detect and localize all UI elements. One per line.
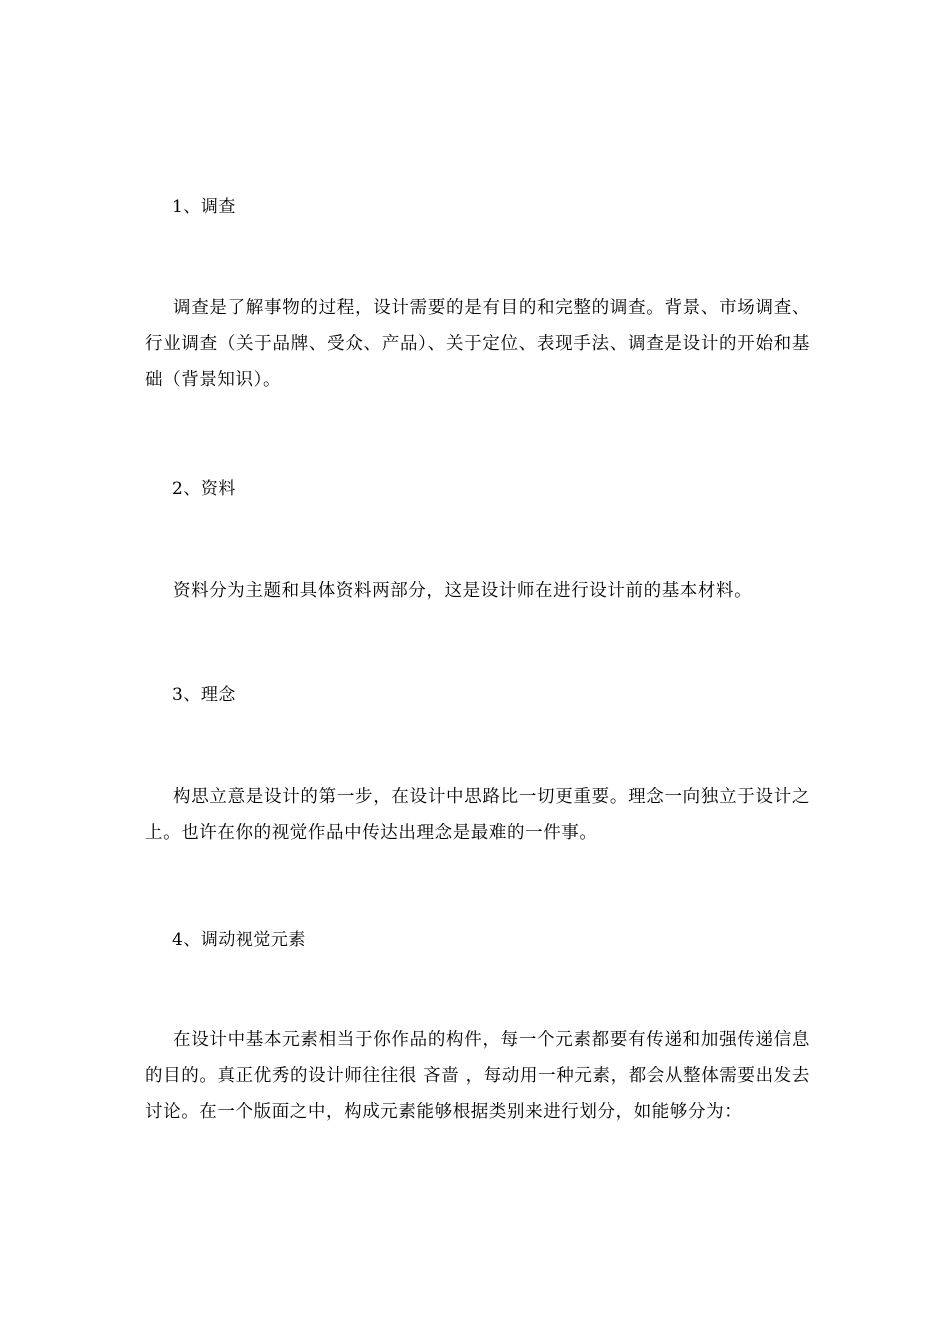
section-heading-materials: 2、资料 bbox=[172, 479, 236, 499]
section-paragraph-research: 调查是了解事物的过程，设计需要的是有目的和完整的调查。背景、市场调查、行业调查（关于品牌、受众、产品）、关于定位、表现手法、调查是设计的开始和基础（背景知识）。 bbox=[145, 298, 810, 390]
section-heading-research: 1、调查 bbox=[172, 197, 236, 217]
section-paragraph-concept: 构思立意是设计的第一步，在设计中思路比一切更重要。理念一向独立于设计之上。也许在你的视觉作品中传达出理念是最难的一件事。 bbox=[145, 787, 810, 843]
section-heading-concept: 3、理念 bbox=[172, 685, 236, 705]
section-heading-visual-elements: 4、调动视觉元素 bbox=[172, 930, 306, 950]
section-paragraph-visual-elements: 在设计中基本元素相当于你作品的构件，每一个元素都要有传递和加强传递信息的目的。真正优秀的设计师往往很 吝啬 ，每动用一种元素，都会从整体需要出发去讨论。在一个版面之中，构成元素能够根据类别来进行划分，如能够分为： bbox=[145, 1030, 810, 1122]
section-paragraph-materials: 资料分为主题和具体资料两部分，这是设计师在进行设计前的基本材料。 bbox=[173, 581, 753, 601]
